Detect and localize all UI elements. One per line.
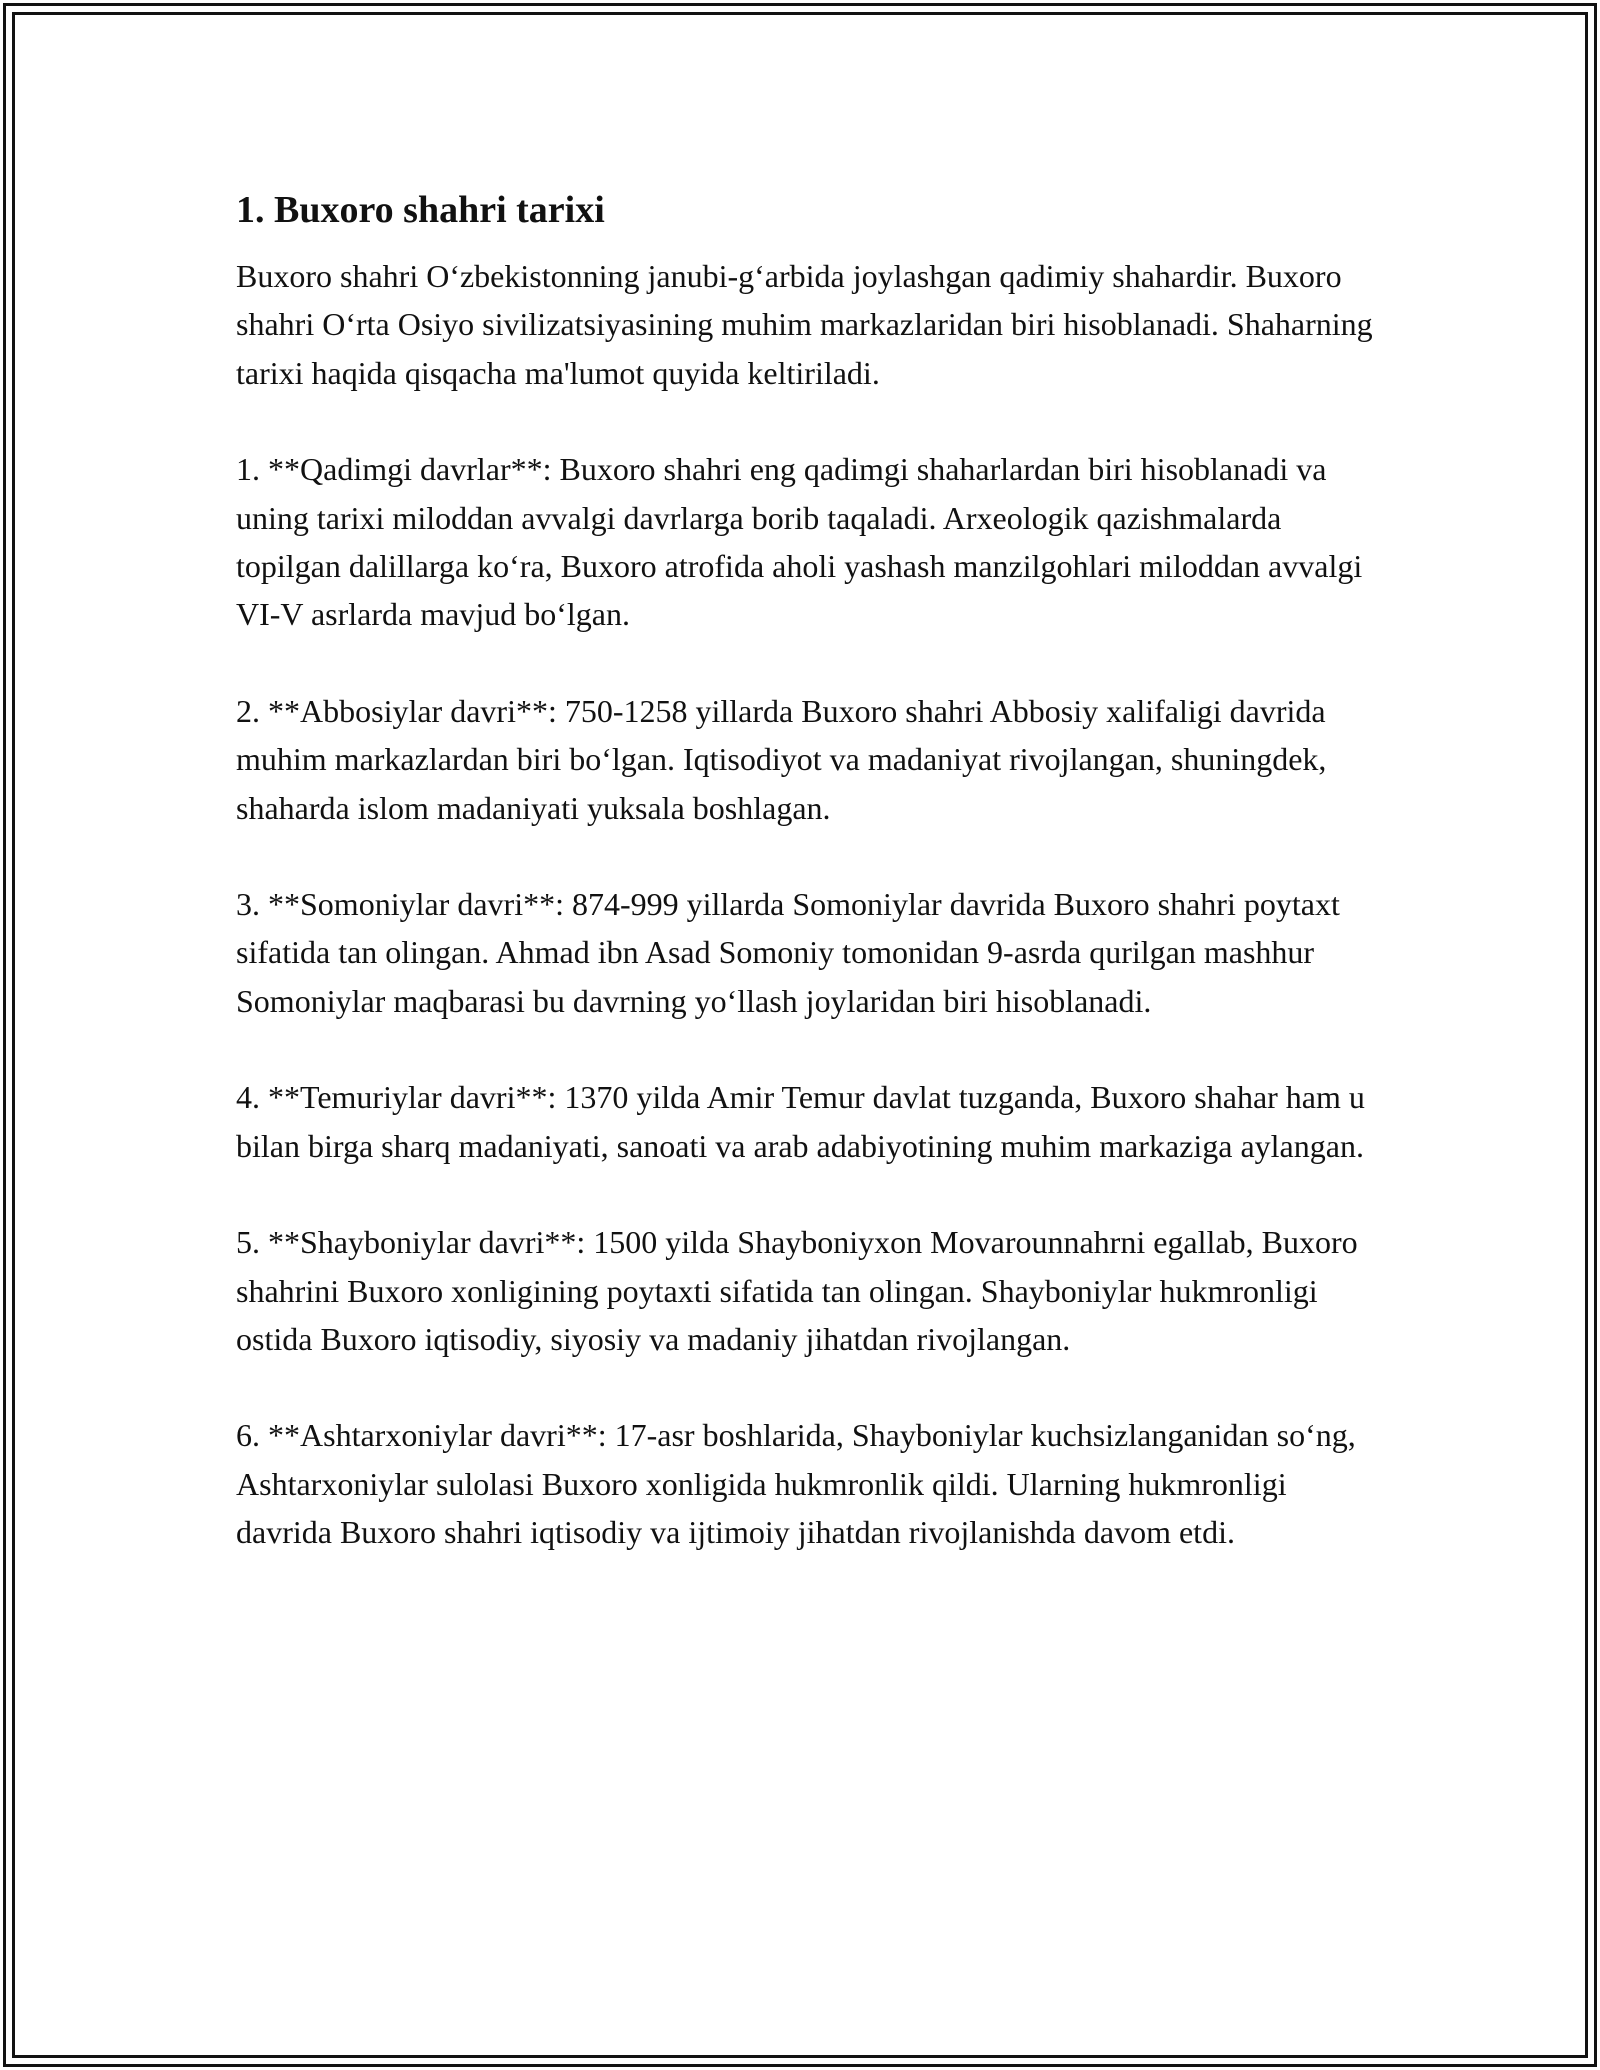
list-item-abbosiylar-davri: 2. **Abbosiylar davri**: 750-1258 yillarda Buxoro shahri Abbosiy xalifaligi davrida muhim markazlardan biri bo‘lgan. Iqtisodiyot va madaniyat rivojlangan, shuningdek, shaharda islom madaniyati yuksala boshlagan. xyxy=(236,692,1327,826)
list-item-somoniylar-davri: 3. **Somoniylar davri**: 874-999 yillarda Somoniylar davrida Buxoro shahri poytaxt sifatida tan olingan. Ahmad ibn Asad Somoniy tomonidan 9-asrda qurilgan mashhur Somoniylar maqbarasi bu davrning yo‘llash joylaridan biri hisoblanadi. xyxy=(236,886,1340,1019)
list-item-ashtarxoniylar-davri: 6. **Ashtarxoniylar davri**: 17-asr boshlarida, Shayboniylar kuchsizlanganidan so‘ng, Ashtarxoniylar sulolasi Buxoro xonligida hukmronlik qildi. Ularning hukmronligi davrida Buxoro shahri iqtisodiy va ijtimoiy jihatdan rivojlanishda davom etdi. xyxy=(236,1417,1356,1551)
list-item-shayboniylar-davri: 5. **Shayboniylar davri**: 1500 yilda Shayboniyxon Movarounnahrni egallab, Buxoro shahrini Buxoro xonligining poytaxti sifatida tan olingan. Shayboniylar hukmronligi ostida Buxoro iqtisodiy, siyosiy va madaniy jihatdan rivojlangan. xyxy=(236,1224,1358,1357)
list-item-temuriylar-davri: 4. **Temuriylar davri**: 1370 yilda Amir Temur davlat tuzganda, Buxoro shahar ham u bilan birga sharq madaniyati, sanoati va arab adabiyotining muhim markaziga aylangan. xyxy=(236,1079,1365,1164)
document-body xyxy=(236,186,1376,1605)
intro-paragraph: Buxoro shahri O‘zbekistonning janubi-g‘arbida joylashgan qadimiy shahardir. Buxoro shahri O‘rta Osiyo sivilizatsiyasining muhim markazlaridan biri hisoblanadi. Shaharning tarixi haqida qisqacha ma'lumot quyida keltiriladi. xyxy=(236,258,1373,391)
list-item-qadimgi-davrlar: 1. **Qadimgi davrlar**: Buxoro shahri eng qadimgi shaharlardan biri hisoblanadi va uning tarixi miloddan avvalgi davrlarga borib taqaladi. Arxeologik qazishmalarda topilgan dalillarga ko‘ra, Buxoro atrofida aholi yashash manzilgohlari miloddan avvalgi VI-V asrlarda mavjud bo‘lgan. xyxy=(236,451,1363,633)
section-heading: 1. Buxoro shahri tarixi xyxy=(236,189,605,231)
